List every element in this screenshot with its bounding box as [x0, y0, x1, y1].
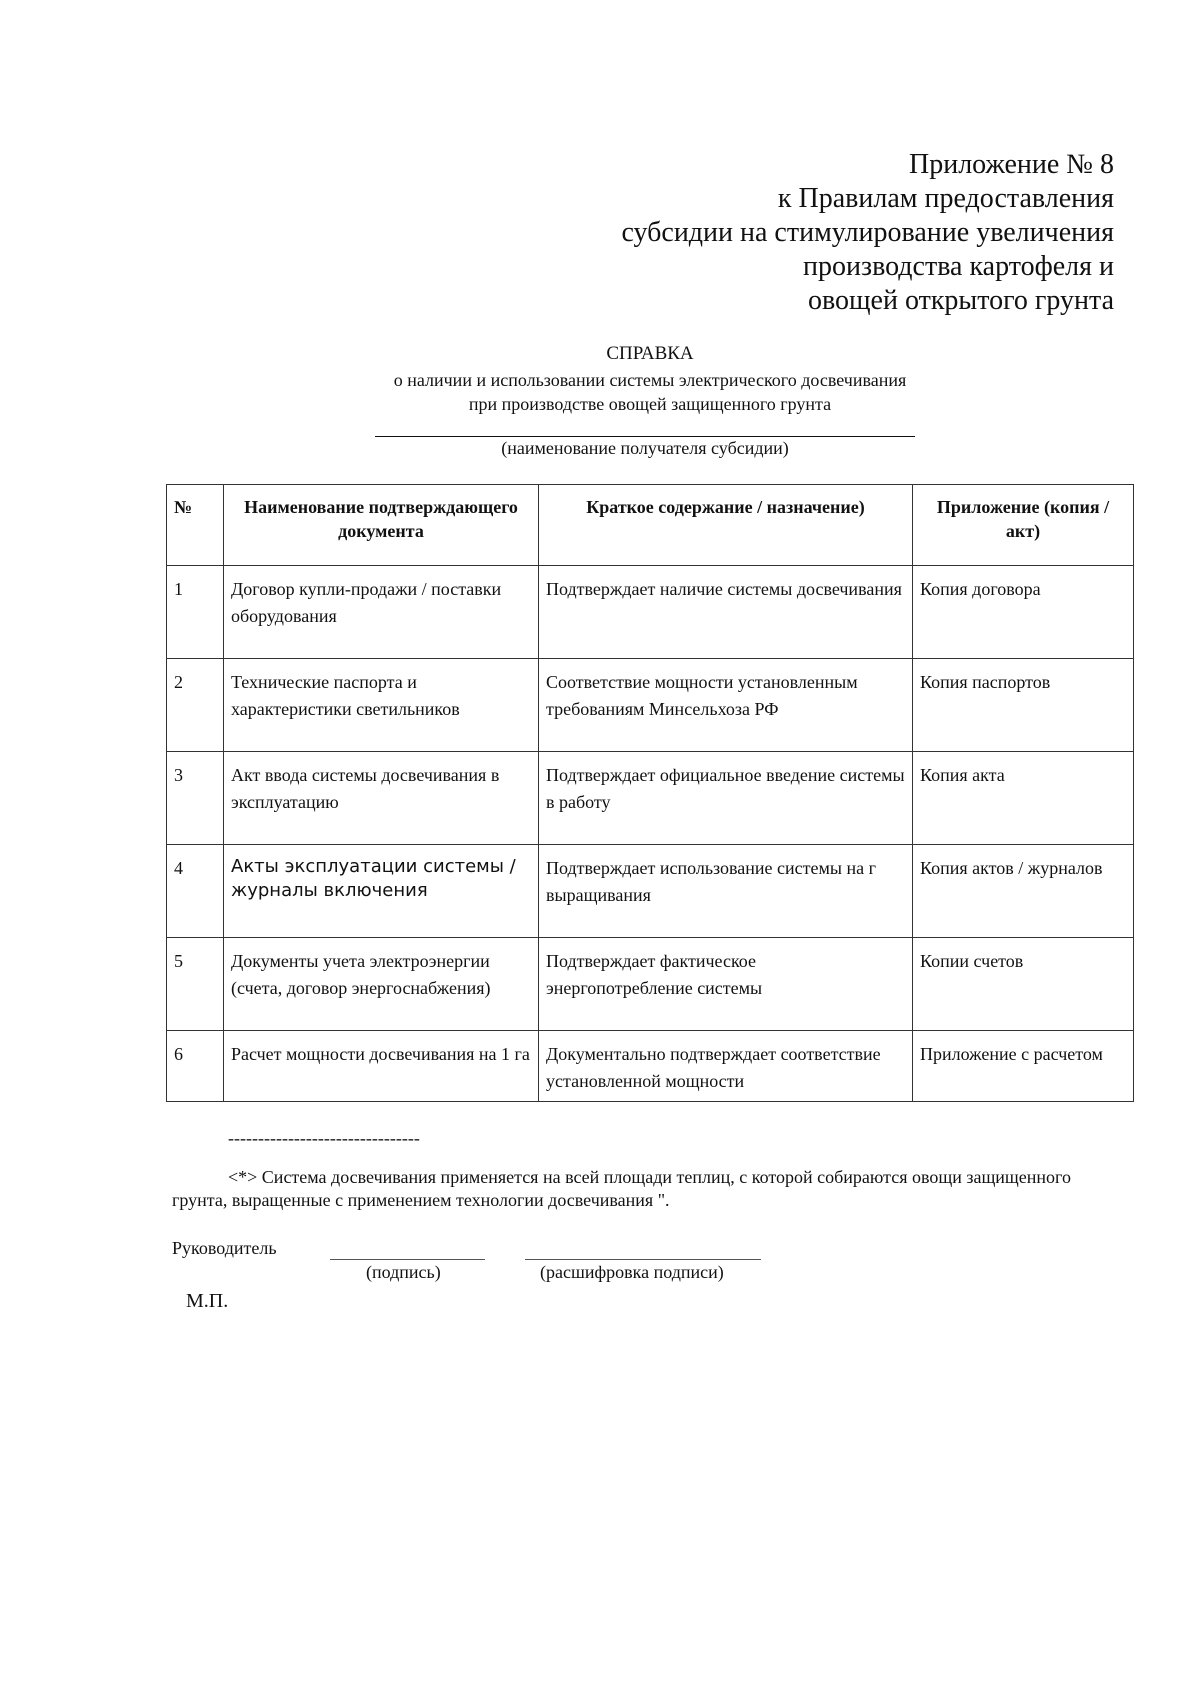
signature-caption: (подпись)	[366, 1262, 441, 1282]
document-title-block	[0, 342, 1200, 416]
appendix-line-2: к Правилам предоставления	[777, 183, 1114, 214]
row-summary: Соответствие мощности установленным требованиям Минсельхоза РФ	[539, 659, 913, 752]
header-name: Наименование подтверждающего документа	[224, 485, 539, 566]
row-attachment: Копия акта	[913, 752, 1134, 845]
row-name: Расчет мощности досвечивания на 1 га	[224, 1031, 539, 1102]
row-num: 6	[167, 1031, 224, 1102]
signature-line	[330, 1259, 485, 1260]
row-summary: Подтверждает фактическое энергопотребление системы	[539, 938, 913, 1031]
header-attachment: Приложение (копия / акт)	[913, 485, 1134, 566]
row-summary: Документально подтверждает соответствие установленной мощности	[539, 1031, 913, 1102]
appendix-line-4: производства картофеля и	[803, 251, 1114, 282]
row-num: 1	[167, 566, 224, 659]
document-subtitle-2: при производстве овощей защищенного грунта	[468, 394, 832, 414]
row-attachment: Копия договора	[913, 566, 1134, 659]
header-num: №	[167, 485, 224, 566]
recipient-caption: (наименование получателя субсидии)	[501, 438, 789, 458]
appendix-line-1: Приложение № 8	[909, 149, 1114, 180]
signature-decoding-caption: (расшифровка подписи)	[540, 1262, 724, 1282]
footnote-text: <*> Система досвечивания применяется на всей площади теплиц, с которой собираются овощи защищенного грунта, выращенные с применением технологии досвечивания ".	[172, 1167, 1071, 1210]
row-name: Акт ввода системы досвечивания в эксплуатацию	[224, 752, 539, 845]
table-header-row	[167, 485, 1134, 566]
seal-label: М.П.	[186, 1290, 229, 1312]
documents-table	[166, 484, 1134, 1102]
row-name: Акты эксплуатации системы / журналы включения	[224, 845, 539, 938]
row-summary: Подтверждает наличие системы досвечивания	[539, 566, 913, 659]
table-row	[167, 566, 1134, 659]
appendix-heading	[621, 148, 1114, 318]
appendix-line-3: субсидии на стимулирование увеличения	[621, 217, 1114, 248]
row-attachment: Копии счетов	[913, 938, 1134, 1031]
footnote-separator: --------------------------------	[228, 1128, 420, 1148]
document-title: СПРАВКА	[606, 343, 694, 364]
row-attachment: Копия актов / журналов	[913, 845, 1134, 938]
row-num: 2	[167, 659, 224, 752]
row-name: Договор купли-продажи / поставки оборудования	[224, 566, 539, 659]
row-summary: Подтверждает официальное введение системы в работу	[539, 752, 913, 845]
table-row	[167, 1031, 1134, 1102]
table-row	[167, 752, 1134, 845]
row-attachment: Приложение с расчетом	[913, 1031, 1134, 1102]
row-num: 4	[167, 845, 224, 938]
row-num: 5	[167, 938, 224, 1031]
row-num: 3	[167, 752, 224, 845]
row-name: Технические паспорта и характеристики светильников	[224, 659, 539, 752]
table-row	[167, 938, 1134, 1031]
recipient-name-line	[375, 436, 915, 437]
signer-label: Руководитель	[172, 1238, 277, 1258]
table-row	[167, 659, 1134, 752]
document-subtitle-1: о наличии и использовании системы электрического досвечивания	[393, 370, 907, 390]
signature-decoding-line	[525, 1259, 761, 1260]
row-attachment: Копия паспортов	[913, 659, 1134, 752]
header-summary: Краткое содержание / назначение)	[539, 485, 913, 566]
row-summary: Подтверждает использование системы на г выращивания	[539, 845, 913, 938]
table-row	[167, 845, 1134, 938]
appendix-line-5: овощей открытого грунта	[807, 285, 1114, 316]
row-name: Документы учета электроэнергии (счета, договор энергоснабжения)	[224, 938, 539, 1031]
